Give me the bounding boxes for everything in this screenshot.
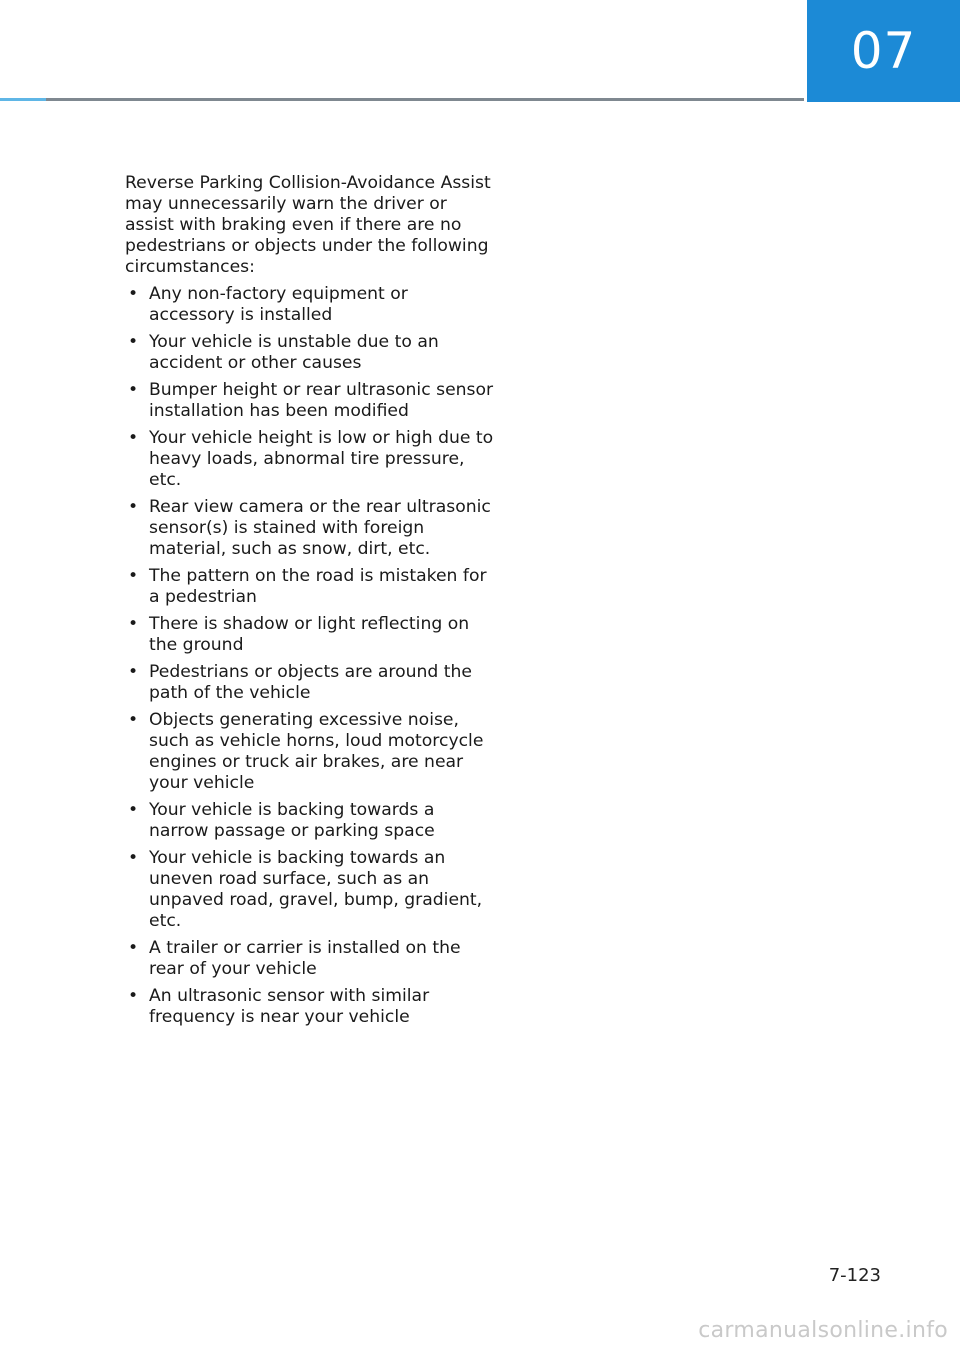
list-item-text: An ultrasonic sensor with similar frequency is near your vehicle [149, 986, 430, 1027]
watermark: carmanualsonline.info [698, 1318, 948, 1343]
bullet-icon: • [128, 938, 139, 958]
list-item-text: Your vehicle height is low or high due to heavy loads, abnormal tire pressure, etc. [149, 428, 494, 490]
list-item-text: Pedestrians or objects are around the path of the vehicle [149, 662, 472, 703]
bullet-icon: • [128, 614, 139, 634]
list-item [125, 938, 495, 980]
page-number: 7-123 [828, 1265, 881, 1286]
header-divider [0, 98, 804, 101]
bullet-icon: • [128, 566, 139, 586]
list-item-text: Your vehicle is backing towards a narrow passage or parking space [149, 800, 435, 841]
list-item-text: Bumper height or rear ultrasonic sensor installation has been modified [149, 380, 494, 421]
bullet-icon: • [128, 284, 139, 304]
bullet-icon: • [128, 332, 139, 352]
list-item-text: Any non-factory equipment or accessory is installed [149, 284, 408, 325]
list-item-text: The pattern on the road is mistaken for a pedestrian [149, 566, 487, 607]
list-item [125, 284, 495, 326]
list-item-text: Rear view camera or the rear ultrasonic sensor(s) is stained with foreign material, such as snow, dirt, etc. [149, 497, 491, 559]
bullet-icon: • [128, 380, 139, 400]
main-content [125, 173, 495, 1034]
list-item-text: Your vehicle is unstable due to an accident or other causes [149, 332, 439, 373]
list-item [125, 800, 495, 842]
bullet-icon: • [128, 710, 139, 730]
bullet-icon: • [128, 848, 139, 868]
list-item-text: There is shadow or light reflecting on the ground [149, 614, 470, 655]
list-item [125, 986, 495, 1028]
list-item [125, 614, 495, 656]
header-divider-accent [0, 98, 46, 101]
bullet-icon: • [128, 428, 139, 448]
list-item [125, 497, 495, 560]
bullet-icon: • [128, 800, 139, 820]
list-item [125, 332, 495, 374]
list-item [125, 662, 495, 704]
list-item [125, 380, 495, 422]
list-item [125, 710, 495, 794]
list-item-text: Your vehicle is backing towards an uneven road surface, such as an unpaved road, gravel, bump, gradient, etc. [149, 848, 483, 931]
list-item [125, 566, 495, 608]
list-item [125, 428, 495, 491]
bullet-icon: • [128, 497, 139, 517]
bullet-icon: • [128, 986, 139, 1006]
chapter-tab: 07 [807, 0, 960, 102]
intro-paragraph: Reverse Parking Collision-Avoidance Assist may unnecessarily warn the driver or assist with braking even if there are no pedestrians or objects under the following circumstances: [125, 173, 491, 277]
circumstances-list [125, 284, 495, 1028]
list-item [125, 848, 495, 932]
list-item-text: A trailer or carrier is installed on the rear of your vehicle [149, 938, 461, 979]
list-item-text: Objects generating excessive noise, such as vehicle horns, loud motorcycle engines or truck air brakes, are near your vehicle [149, 710, 484, 793]
bullet-icon: • [128, 662, 139, 682]
